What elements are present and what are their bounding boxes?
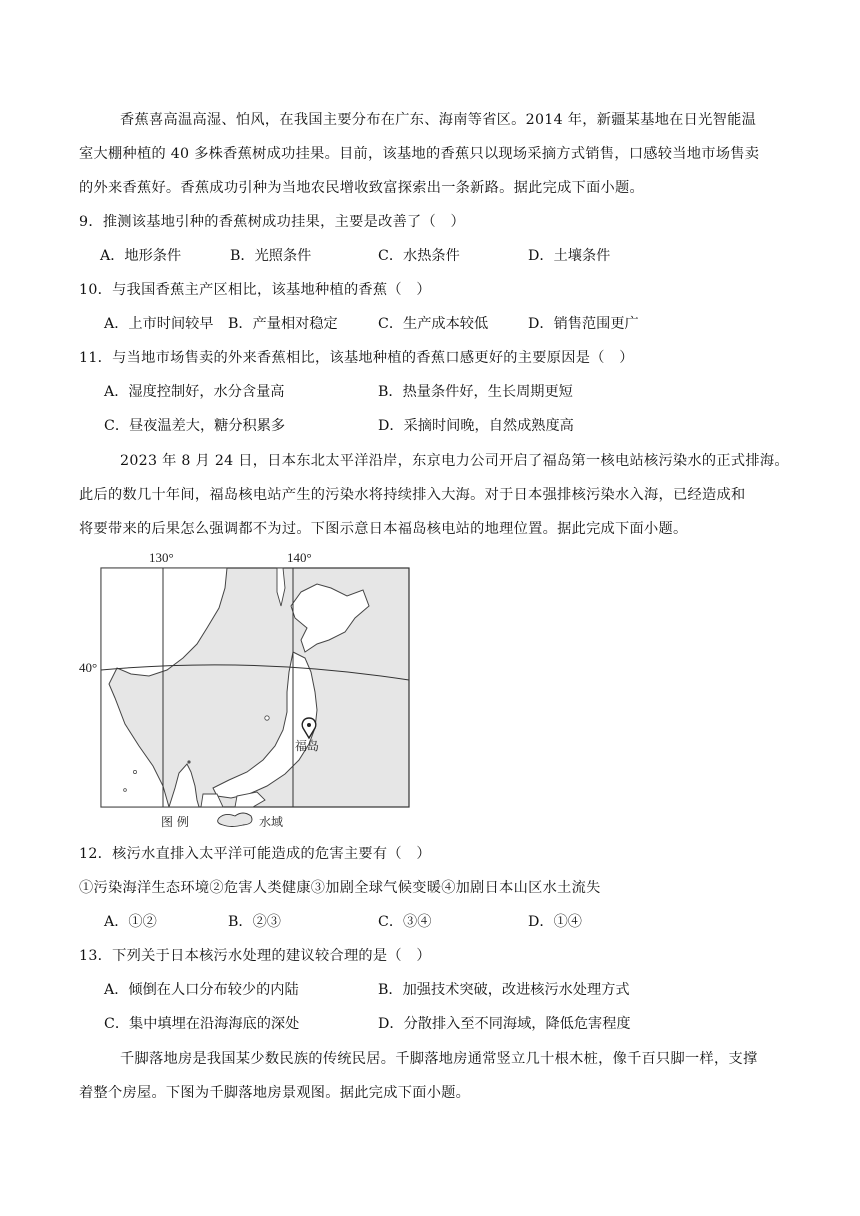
passage2-line1: 2023 年 8 月 24 日，日本东北太平洋沿岸，东京电力公司开启了福岛第一核电站核污染水的正式排海。 <box>120 453 789 469</box>
japan-map-figure <box>79 548 419 833</box>
sado-island <box>265 716 269 720</box>
passage3-line2: 着整个房屋。下图为千脚落地房景观图。据此完成下面小题。 <box>79 1085 471 1101</box>
passage1-line2: 室大棚种植的 40 多株香蕉树成功挂果。目前，该基地的香蕉只以现场采摘方式销售，口感较当地市场售卖 <box>79 146 760 162</box>
question-12-option-b: B．②③ <box>228 914 281 930</box>
question-13-option-c: C．集中填埋在沿海海底的深处 <box>104 1016 300 1032</box>
passage2-line2: 此后的数几十年间，福岛核电站产生的污染水将持续排入大海。对于日本强排核污染水入海，已经造成和 <box>79 487 746 503</box>
question-9-option-b: B．光照条件 <box>230 248 312 264</box>
label-lon-140: 140° <box>287 550 312 565</box>
passage3-line1: 千脚落地房是我国某少数民族的传统民居。千脚落地房通常竖立几十根木桩，像千百只脚一样，支撑 <box>120 1051 758 1067</box>
question-10-option-d: D．销售范围更广 <box>528 316 639 332</box>
question-13-option-b: B．加强技术突破，改进核污水处理方式 <box>378 982 630 998</box>
question-13-option-a: A．倾倒在人口分布较少的内陆 <box>104 982 299 998</box>
question-10-option-c: C．生产成本较低 <box>378 316 489 332</box>
japan-map <box>79 548 419 833</box>
legend-water-label: 水域 <box>259 815 284 829</box>
small-island <box>133 770 136 773</box>
question-12-stem: 12．核污水直排入太平洋可能造成的危害主要有（ ） <box>79 846 431 862</box>
small-island <box>124 789 127 792</box>
question-12-option-d: D．①④ <box>528 914 582 930</box>
question-11-option-b: B．热量条件好，生长周期更短 <box>378 384 573 400</box>
passage1-line1: 香蕉喜高温高湿、怕风，在我国主要分布在广东、海南等省区。2014 年，新疆某基地在日光智能温 <box>120 112 757 128</box>
question-11-stem: 11．与当地市场售卖的外来香蕉相比，该基地种植的香蕉口感更好的主要原因是（ ） <box>79 350 634 366</box>
question-10-stem: 10．与我国香蕉主产区相比，该基地种植的香蕉（ ） <box>79 282 431 298</box>
question-13-option-d: D．分散排入至不同海域，降低危害程度 <box>378 1016 631 1032</box>
question-12-items: ①污染海洋生态环境②危害人类健康③加剧全球气候变暖④加剧日本山区水土流失 <box>79 880 601 896</box>
label-fukushima: 福岛 <box>295 739 320 753</box>
question-12-option-a: A．①② <box>104 914 157 930</box>
question-9-option-d: D．土壤条件 <box>528 248 611 264</box>
question-13-stem: 13．下列关于日本核污水处理的建议较合理的是（ ） <box>79 948 431 964</box>
lake-dot <box>187 760 190 763</box>
question-9-option-a: A．地形条件 <box>100 248 182 264</box>
passage1-line3: 的外来香蕉好。香蕉成功引种为当地农民增收致富探索出一条新路。据此完成下面小题。 <box>79 180 645 196</box>
question-9-option-c: C．水热条件 <box>378 248 460 264</box>
question-11-option-c: C．昼夜温差大，糖分积累多 <box>104 418 286 434</box>
question-10-option-a: A．上市时间较早 <box>104 316 214 332</box>
legend-title: 图 例 <box>161 815 189 829</box>
label-lon-130: 130° <box>149 550 174 565</box>
question-10-option-b: B．产量相对稳定 <box>228 316 338 332</box>
label-lat-40: 40° <box>79 660 98 675</box>
question-11-option-a: A．湿度控制好，水分含量高 <box>104 384 285 400</box>
passage2-line3: 将要带来的后果怎么强调都不为过。下图示意日本福岛核电站的地理位置。据此完成下面小题。 <box>79 521 688 537</box>
question-12-option-c: C．③④ <box>378 914 432 930</box>
question-11-option-d: D．采摘时间晚，自然成熟度高 <box>378 418 574 434</box>
question-9-stem: 9．推测该基地引种的香蕉树成功挂果，主要是改善了（ ） <box>79 214 466 230</box>
water-legend-icon <box>218 813 252 827</box>
